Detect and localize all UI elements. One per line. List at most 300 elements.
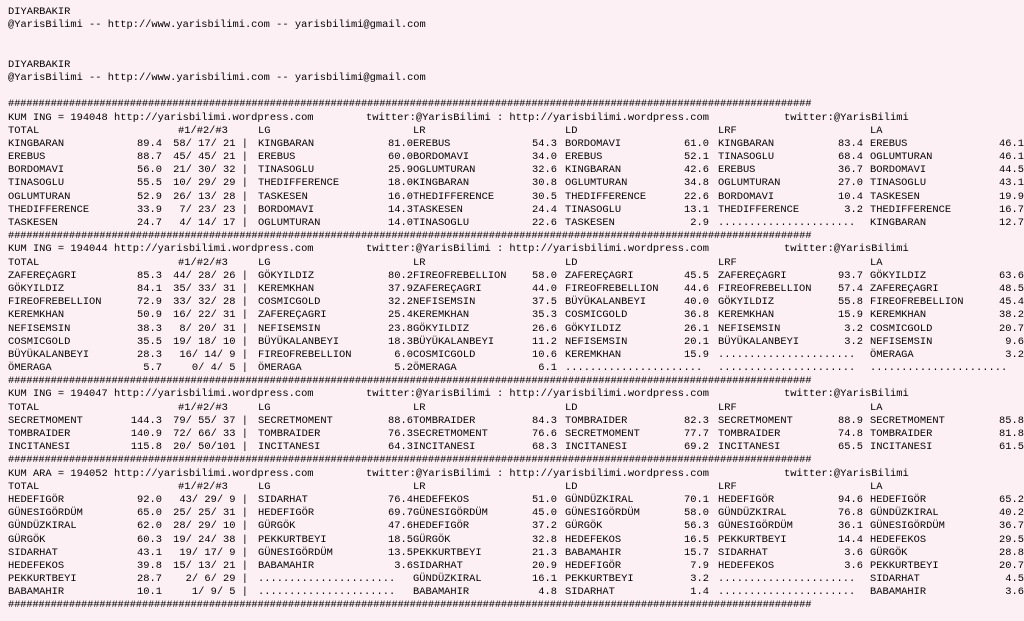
score-value: 68.3 xyxy=(532,441,557,454)
horse-name: TASKESEN xyxy=(413,203,463,216)
total-score: 56.0 xyxy=(137,164,162,177)
rank-counts: 1/ 9/ 5 | xyxy=(191,586,248,599)
horse-name: EREBUS xyxy=(565,151,603,164)
race-header xyxy=(8,112,1024,125)
score-value: 11.2 xyxy=(532,335,557,348)
horse-name: TINASOGLU xyxy=(8,177,65,190)
score-value: 76.6 xyxy=(532,428,557,440)
total-score: 140.9 xyxy=(130,428,162,440)
horse-name: TOMBRAIDER xyxy=(413,414,476,427)
table-row xyxy=(8,349,1024,362)
contact-text: @YarisBilimi -- http://www.yarisbilimi.com -- yarisbilimi@gmail.com xyxy=(8,71,426,84)
col-total: TOTAL xyxy=(8,256,40,269)
horse-name: TOMBRAIDER xyxy=(870,428,933,440)
total-score: 50.9 xyxy=(137,309,162,322)
horse-name: HEDEFIGÖR xyxy=(565,559,622,572)
col-lr: LR xyxy=(413,256,426,269)
col-lg: LG xyxy=(258,401,271,414)
horse-name: GÖKYILDIZ xyxy=(870,269,927,282)
table-row xyxy=(8,177,1024,190)
horse-name: BÜYÜKALANBEYI xyxy=(718,335,800,348)
col-ld: LD xyxy=(565,401,578,414)
horse-name: GÜNESIGÖRDÜM xyxy=(565,507,640,520)
rank-counts: 20/ 50/101 | xyxy=(173,441,248,454)
horse-name: KINGBARAN xyxy=(413,177,470,190)
horse-name: FIREOFREBELLION xyxy=(413,269,507,282)
col-rank: #1/#2/#3 xyxy=(178,124,228,137)
score-value: 48.5 xyxy=(999,282,1024,295)
score-value: 25.4 xyxy=(388,309,413,322)
rank-counts: 26/ 13/ 28 | xyxy=(173,190,248,203)
horse-name: GÜNDÜZKIRAL xyxy=(8,520,77,533)
table-row xyxy=(8,204,1024,217)
horse-name: SECRETMOMENT xyxy=(8,414,83,427)
rank-counts: 19/ 17/ 9 | xyxy=(179,546,248,559)
score-value: 3.2 xyxy=(844,322,863,335)
horse-name: TASKESEN xyxy=(258,190,308,203)
score-value: 21.3 xyxy=(532,546,557,559)
score-value: 85.8 xyxy=(999,414,1024,427)
score-value: 36.7 xyxy=(838,164,863,177)
rank-counts: 72/ 66/ 33 | xyxy=(173,428,248,440)
score-value: 44.5 xyxy=(999,164,1024,177)
horse-name: KEREMKHAN xyxy=(870,309,927,322)
horse-name: OGLUMTURAN xyxy=(718,177,781,190)
table-row xyxy=(8,336,1024,349)
col-lrf: LRF xyxy=(718,124,737,137)
race-header-left: KUM ING = 194044 http://yarisbilimi.wordpress.com xyxy=(8,243,314,256)
table-row xyxy=(8,217,1024,230)
col-lrf: LRF xyxy=(718,401,737,414)
score-value: 84.3 xyxy=(532,414,557,427)
col-lrf: LRF xyxy=(718,480,737,493)
score-value: 42.6 xyxy=(684,164,709,177)
horse-name: ZAFEREÇAGRI xyxy=(413,282,482,295)
horse-name: PEKKURTBEYI xyxy=(565,573,634,586)
score-value: 76.3 xyxy=(388,428,413,440)
score-value: 3.2 xyxy=(844,203,863,216)
total-score: 52.9 xyxy=(137,190,162,203)
race-header-right: twitter:@YarisBilimi xyxy=(784,243,909,256)
race-header-right: twitter:@YarisBilimi xyxy=(784,388,909,401)
score-value: 15.9 xyxy=(838,309,863,322)
horse-name: THEDIFFERENCE xyxy=(718,203,800,216)
race-header-mid: twitter:@YarisBilimi : http://yarisbilimi.wordpress.com xyxy=(366,111,709,124)
horse-name: BORDOMAVI xyxy=(870,164,927,177)
horse-name: HEDEFIGÖR xyxy=(718,493,775,506)
score-value: 69.2 xyxy=(684,441,709,454)
score-value: 61.0 xyxy=(684,137,709,150)
rank-counts: 79/ 55/ 37 | xyxy=(173,414,248,427)
city-title xyxy=(8,59,1024,72)
horse-name: FIREOFREBELLION xyxy=(258,348,352,361)
separator-line: #################################################################################################################################### xyxy=(8,375,812,388)
table-row xyxy=(8,428,1024,441)
horse-name: GÜRGÖK xyxy=(413,533,451,546)
col-rank: #1/#2/#3 xyxy=(178,401,228,414)
horse-name: THEDIFFERENCE xyxy=(870,203,952,216)
score-value: 74.8 xyxy=(838,428,863,440)
column-header xyxy=(8,125,1024,138)
table-row xyxy=(8,164,1024,177)
horse-name: OGLUMTURAN xyxy=(413,164,476,177)
horse-name: BÜYÜKALANBEYI xyxy=(413,335,495,348)
horse-name: GÖKYILDIZ xyxy=(258,269,315,282)
city-title xyxy=(8,6,1024,19)
race-header-mid: twitter:@YarisBilimi : http://yarisbilimi.wordpress.com xyxy=(366,388,709,401)
horse-name: SIDARHAT xyxy=(565,586,615,599)
horse-name: TASKESEN xyxy=(870,190,920,203)
horse-name: ...................... xyxy=(718,573,856,586)
race-header xyxy=(8,243,1024,256)
horse-name: THEDIFFERENCE xyxy=(413,190,495,203)
horse-name: TINASOGLU xyxy=(870,177,927,190)
horse-name: BABAMAHIR xyxy=(258,559,315,572)
col-lr: LR xyxy=(413,124,426,137)
score-value: 10.6 xyxy=(532,348,557,361)
horse-name: OGLUMTURAN xyxy=(258,217,321,229)
score-value: 5.2 xyxy=(394,362,413,375)
rank-counts: 8/ 20/ 31 | xyxy=(179,322,248,335)
score-value: 47.6 xyxy=(388,520,413,533)
horse-name: ...................... xyxy=(718,217,856,229)
horse-name: PEKKURTBEYI xyxy=(258,533,327,546)
horse-name: GÖKYILDIZ xyxy=(718,296,775,309)
rank-counts: 45/ 45/ 21 | xyxy=(173,151,248,164)
total-score: 28.3 xyxy=(137,348,162,361)
horse-name: OGLUMTURAN xyxy=(870,151,933,164)
score-value: 3.6 xyxy=(1005,586,1024,599)
horse-name: HEDEFEKOS xyxy=(565,533,622,546)
horse-name: GÖKYILDIZ xyxy=(565,322,622,335)
score-value: 54.3 xyxy=(532,137,557,150)
score-value: 24.4 xyxy=(532,203,557,216)
score-value: 22.6 xyxy=(532,217,557,229)
total-score: 33.9 xyxy=(137,203,162,216)
horse-name: PEKKURTBEYI xyxy=(870,559,939,572)
horse-name: HEDEFEKOS xyxy=(870,533,927,546)
horse-name: COSMICGOLD xyxy=(258,296,321,309)
horse-name: COSMICGOLD xyxy=(870,322,933,335)
horse-name: ÖMERAGA xyxy=(413,362,457,375)
score-value: 37.5 xyxy=(532,296,557,309)
city-text: DIYARBAKIR xyxy=(8,6,71,18)
horse-name: KINGBARAN xyxy=(718,137,775,150)
col-rank: #1/#2/#3 xyxy=(178,480,228,493)
horse-name: INCITANESI xyxy=(258,441,321,454)
score-value: 14.0 xyxy=(388,217,413,229)
total-score: 24.7 xyxy=(137,217,162,229)
table-row xyxy=(8,441,1024,454)
horse-name: KEREMKHAN xyxy=(718,309,775,322)
score-value: 93.7 xyxy=(838,269,863,282)
horse-name: BABAMAHIR xyxy=(870,586,927,599)
score-value: 2.9 xyxy=(690,217,709,229)
score-value: 64.3 xyxy=(388,441,413,454)
score-value: 20.7 xyxy=(999,559,1024,572)
col-total: TOTAL xyxy=(8,401,40,414)
table-row xyxy=(8,309,1024,322)
race-header-right: twitter:@YarisBilimi xyxy=(784,467,909,480)
horse-name: INCITANESI xyxy=(718,441,781,454)
horse-name: TOMBRAIDER xyxy=(8,428,71,440)
horse-name: SIDARHAT xyxy=(718,546,768,559)
spacer xyxy=(8,46,1024,59)
score-value: 57.4 xyxy=(838,282,863,295)
rank-counts: 0/ 4/ 5 | xyxy=(191,362,248,375)
score-value: 6.1 xyxy=(538,362,557,375)
score-value: 45.4 xyxy=(999,296,1024,309)
contact-text: @YarisBilimi -- http://www.yarisbilimi.com -- yarisbilimi@gmail.com xyxy=(8,19,426,32)
table-row xyxy=(8,323,1024,336)
total-score: 28.7 xyxy=(137,573,162,586)
total-score: 72.9 xyxy=(137,296,162,309)
score-value: 43.1 xyxy=(999,177,1024,190)
table-row xyxy=(8,560,1024,573)
horse-name: BÜYÜKALANBEYI xyxy=(258,335,340,348)
horse-name: GÜNESIGÖRDÜM xyxy=(718,520,793,533)
score-value: 16.7 xyxy=(999,203,1024,216)
column-header xyxy=(8,257,1024,270)
total-score: 88.7 xyxy=(137,151,162,164)
score-value: 44.0 xyxy=(532,282,557,295)
score-value: 56.3 xyxy=(684,520,709,533)
score-value: 7.9 xyxy=(690,559,709,572)
horse-name: COSMICGOLD xyxy=(565,309,628,322)
horse-name: PEKKURTBEYI xyxy=(718,533,787,546)
total-score: 144.3 xyxy=(130,414,162,427)
score-value: 68.4 xyxy=(838,151,863,164)
horse-name: INCITANESI xyxy=(565,441,628,454)
score-value: 69.7 xyxy=(388,507,413,520)
contact-line xyxy=(8,72,1024,85)
race-header-left: KUM ARA = 194052 http://yarisbilimi.wordpress.com xyxy=(8,467,314,480)
score-value: 34.8 xyxy=(684,177,709,190)
horse-name: TOMBRAIDER xyxy=(258,428,321,440)
score-value: 13.5 xyxy=(388,546,413,559)
score-value: 40.0 xyxy=(684,296,709,309)
horse-name: OGLUMTURAN xyxy=(8,190,71,203)
rank-counts: 33/ 32/ 28 | xyxy=(173,296,248,309)
score-value: 14.4 xyxy=(838,533,863,546)
horse-name: OGLUMTURAN xyxy=(565,177,628,190)
horse-name: GÖKYILDIZ xyxy=(413,322,470,335)
separator-line: #################################################################################################################################### xyxy=(8,599,812,612)
total-score: 62.0 xyxy=(137,520,162,533)
score-value: 51.0 xyxy=(532,493,557,506)
score-value: 40.2 xyxy=(999,507,1024,520)
score-value: 46.1 xyxy=(999,151,1024,164)
horse-name: GÜNESIGÖRDÜM xyxy=(413,507,488,520)
horse-name: SECRETMOMENT xyxy=(258,414,333,427)
race-header xyxy=(8,468,1024,481)
horse-name: SECRETMOMENT xyxy=(870,414,945,427)
horse-name: ...................... xyxy=(258,573,396,586)
score-value: 35.3 xyxy=(532,309,557,322)
table-row xyxy=(8,151,1024,164)
score-value: 32.8 xyxy=(532,533,557,546)
horse-name: INCITANESI xyxy=(8,441,71,454)
horse-name: ÖMERAGA xyxy=(258,362,302,375)
horse-name: GÜNDÜZKIRAL xyxy=(565,493,634,506)
score-value: 58.0 xyxy=(532,269,557,282)
rank-counts: 21/ 30/ 32 | xyxy=(173,164,248,177)
horse-name: SECRETMOMENT xyxy=(413,428,488,440)
col-lg: LG xyxy=(258,256,271,269)
rank-counts: 19/ 18/ 10 | xyxy=(173,335,248,348)
spacer xyxy=(8,85,1024,98)
horse-name: EREBUS xyxy=(258,151,296,164)
score-value: 18.5 xyxy=(388,533,413,546)
col-la: LA xyxy=(870,480,883,493)
score-value: 32.2 xyxy=(388,296,413,309)
table-row xyxy=(8,520,1024,533)
score-value: 16.0 xyxy=(388,190,413,203)
score-value: 32.6 xyxy=(532,164,557,177)
table-row xyxy=(8,507,1024,520)
col-lr: LR xyxy=(413,480,426,493)
horse-name: NEFISEMSIN xyxy=(413,296,476,309)
horse-name: EREBUS xyxy=(8,151,46,164)
table-row xyxy=(8,138,1024,151)
horse-name: PEKKURTBEYI xyxy=(8,573,77,586)
horse-name: GÖKYILDIZ xyxy=(8,282,65,295)
rank-counts: 7/ 23/ 23 | xyxy=(179,203,248,216)
horse-name: EREBUS xyxy=(718,164,756,177)
rank-counts: 58/ 17/ 21 | xyxy=(173,137,248,150)
col-la: LA xyxy=(870,256,883,269)
col-ld: LD xyxy=(565,480,578,493)
score-value: 82.3 xyxy=(684,414,709,427)
score-value: 28.8 xyxy=(999,546,1024,559)
score-value: 3.6 xyxy=(844,559,863,572)
score-value: 63.6 xyxy=(999,269,1024,282)
score-value: 27.0 xyxy=(838,177,863,190)
rank-counts: 15/ 13/ 21 | xyxy=(173,559,248,572)
col-total: TOTAL xyxy=(8,480,40,493)
total-score: 38.3 xyxy=(137,322,162,335)
horse-name: BORDOMAVI xyxy=(718,190,775,203)
horse-name: HEDEFEKOS xyxy=(413,493,470,506)
horse-name: SECRETMOMENT xyxy=(565,428,640,440)
col-ld: LD xyxy=(565,256,578,269)
score-value: 37.2 xyxy=(532,520,557,533)
horse-name: GÜRGÖK xyxy=(258,520,296,533)
table-row xyxy=(8,494,1024,507)
horse-name: ...................... xyxy=(718,362,856,375)
horse-name: GÜRGÖK xyxy=(565,520,603,533)
rank-counts: 4/ 14/ 17 | xyxy=(179,217,248,229)
score-value: 45.0 xyxy=(532,507,557,520)
score-value: 65.5 xyxy=(838,441,863,454)
col-lg: LG xyxy=(258,480,271,493)
horse-name: HEDEFIGÖR xyxy=(870,493,927,506)
score-value: 3.6 xyxy=(844,546,863,559)
horse-name: ...................... xyxy=(565,362,703,375)
rank-counts: 2/ 6/ 29 | xyxy=(185,573,248,586)
score-value: 3.2 xyxy=(1005,348,1024,361)
total-score: 65.0 xyxy=(137,507,162,520)
table-row xyxy=(8,547,1024,560)
horse-name: ZAFEREÇAGRI xyxy=(870,282,939,295)
horse-name: ZAFEREÇAGRI xyxy=(258,309,327,322)
horse-name: INCITANESI xyxy=(870,441,933,454)
score-value: 36.7 xyxy=(999,520,1024,533)
horse-name: ZAFEREÇAGRI xyxy=(8,269,77,282)
horse-name: BABAMAHIR xyxy=(8,586,65,599)
horse-name: HEDEFIGÖR xyxy=(258,507,315,520)
horse-name: SIDARHAT xyxy=(8,546,58,559)
horse-name: BORDOMAVI xyxy=(258,203,315,216)
score-value: 4.5 xyxy=(1005,573,1024,586)
horse-name: HEDEFIGÖR xyxy=(8,493,65,506)
col-la: LA xyxy=(870,401,883,414)
horse-name: TOMBRAIDER xyxy=(565,414,628,427)
separator-line: #################################################################################################################################### xyxy=(8,98,812,111)
table-row xyxy=(8,586,1024,599)
horse-name: GÜNDÜZKIRAL xyxy=(718,507,787,520)
score-value: 23.8 xyxy=(388,322,413,335)
total-score: 85.3 xyxy=(137,269,162,282)
rank-counts: 43/ 29/ 9 | xyxy=(179,493,248,506)
score-value: 26.6 xyxy=(532,322,557,335)
horse-name: GÜRGÖK xyxy=(870,546,908,559)
total-score: 5.7 xyxy=(143,362,162,375)
horse-name: BÜYÜKALANBEYI xyxy=(565,296,647,309)
col-la: LA xyxy=(870,124,883,137)
score-value: 45.5 xyxy=(684,269,709,282)
score-value: 70.1 xyxy=(684,493,709,506)
total-score: 55.5 xyxy=(137,177,162,190)
score-value: 16.1 xyxy=(532,573,557,586)
column-header xyxy=(8,481,1024,494)
total-score: 10.1 xyxy=(137,586,162,599)
table-row xyxy=(8,362,1024,375)
horse-name: BORDOMAVI xyxy=(8,164,65,177)
score-value: 15.7 xyxy=(684,546,709,559)
horse-name: BORDOMAVI xyxy=(413,151,470,164)
spacer xyxy=(8,32,1024,45)
total-score: 60.3 xyxy=(137,533,162,546)
horse-name: TASKESEN xyxy=(8,217,58,229)
horse-name: KINGBARAN xyxy=(565,164,622,177)
score-value: 65.2 xyxy=(999,493,1024,506)
total-score: 115.8 xyxy=(130,441,162,454)
score-value: 61.5 xyxy=(999,441,1024,454)
horse-name: ZAFEREÇAGRI xyxy=(718,269,787,282)
horse-name: TINASOGLU xyxy=(258,164,315,177)
score-value: 30.8 xyxy=(532,177,557,190)
horse-name: GÜRGÖK xyxy=(8,533,46,546)
horse-name: GÜNESIGÖRDÜM xyxy=(8,507,83,520)
score-value: 19.9 xyxy=(999,190,1024,203)
horse-name: HEDEFEKOS xyxy=(8,559,65,572)
horse-name: SIDARHAT xyxy=(870,573,920,586)
horse-name: GÜNESIGÖRDÜM xyxy=(870,520,945,533)
score-value: 44.6 xyxy=(684,282,709,295)
horse-name: KINGBARAN xyxy=(258,137,315,150)
race-header-mid: twitter:@YarisBilimi : http://yarisbilimi.wordpress.com xyxy=(366,467,709,480)
score-value: 81.0 xyxy=(388,137,413,150)
city-text: DIYARBAKIR xyxy=(8,58,71,71)
horse-name: KINGBARAN xyxy=(870,217,927,229)
score-value: 38.2 xyxy=(999,309,1024,322)
score-value: 34.0 xyxy=(532,151,557,164)
score-value: 1.4 xyxy=(690,586,709,599)
score-value: 15.9 xyxy=(684,348,709,361)
rank-counts: 28/ 29/ 10 | xyxy=(173,520,248,533)
horse-name: INCITANESI xyxy=(413,441,476,454)
